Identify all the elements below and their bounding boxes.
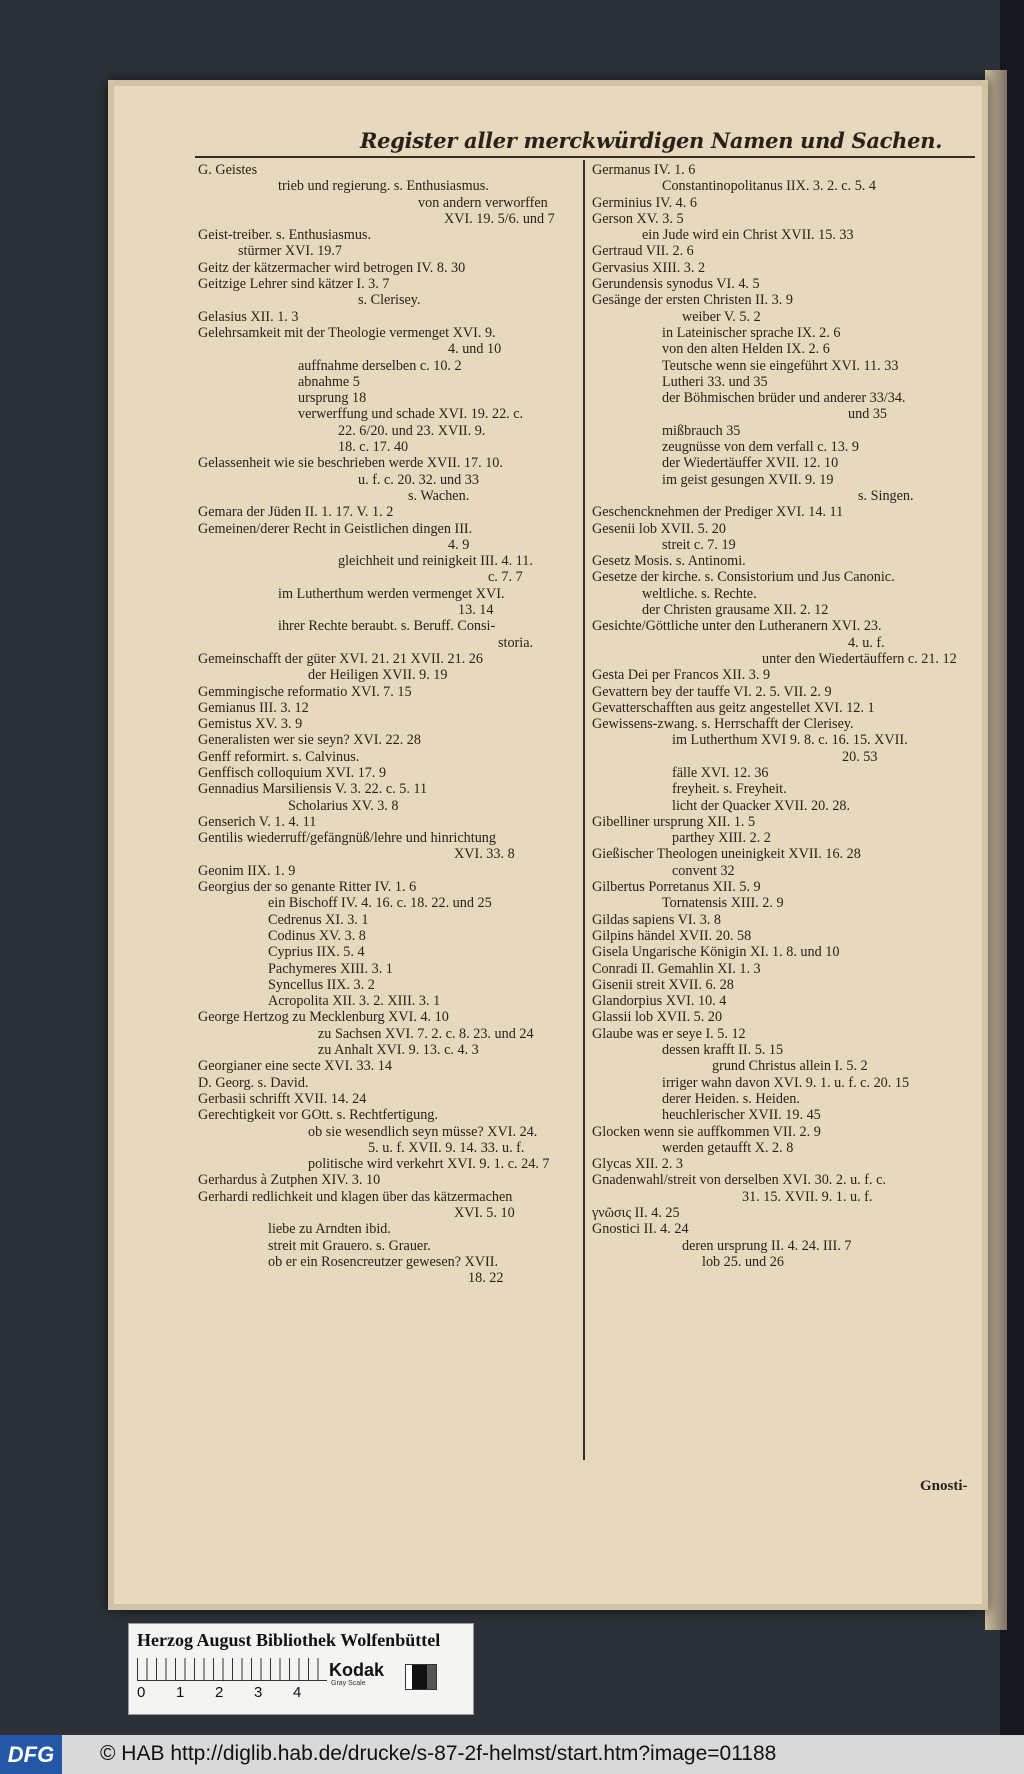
- index-entry: freyheit. s. Freyheit.: [672, 781, 787, 798]
- index-entry: weiber V. 5. 2: [682, 308, 761, 325]
- index-entry: G. Geistes: [198, 162, 258, 178]
- index-entry: der Heiligen XVII. 9. 19: [308, 667, 448, 684]
- index-entry: Gerhardus à Zutphen XIV. 3. 10: [198, 1172, 381, 1189]
- index-entry: Gennadius Marsiliensis V. 3. 22. c. 5. 11: [198, 781, 428, 798]
- index-entry: streit c. 7. 19: [662, 536, 736, 553]
- index-entry: ein Jude wird ein Christ XVII. 15. 33: [642, 227, 854, 244]
- index-entry: irriger wahn davon XVI. 9. 1. u. f. c. 20. 15: [662, 1074, 910, 1091]
- index-entry: Pachymeres XIII. 3. 1: [268, 960, 393, 977]
- ruler-ticks: [137, 1658, 327, 1681]
- index-entry: Gerechtigkeit vor GOtt. s. Rechtfertigung.: [198, 1107, 438, 1124]
- ruler-number: 2: [215, 1684, 224, 1701]
- index-entry: zu Anhalt XVI. 9. 13. c. 4. 3: [318, 1042, 479, 1059]
- index-entry: 4. 9: [448, 536, 470, 553]
- kodak-brand: Kodak: [329, 1660, 385, 1680]
- index-entry: 5. u. f. XVII. 9. 14. 33. u. f.: [368, 1139, 525, 1156]
- dfg-logo[interactable]: DFG: [0, 1735, 62, 1774]
- index-entry: Gesenii lob XVII. 5. 20: [592, 520, 726, 537]
- index-entry: Generalisten wer sie seyn? XVI. 22. 28: [198, 732, 421, 749]
- kodak-subtitle: Gray Scale: [331, 1680, 366, 1687]
- index-entry: Cyprius IIX. 5. 4: [268, 944, 365, 961]
- index-entry: c. 7. 7: [488, 569, 523, 586]
- index-entry: Genff reformirt. s. Calvinus.: [198, 748, 360, 765]
- index-entry: 22. 6/20. und 23. XVII. 9.: [338, 422, 486, 439]
- index-entry: lob 25. und 26: [702, 1253, 784, 1270]
- index-entry: von den alten Helden IX. 2. 6: [662, 341, 830, 358]
- index-entry: weltliche. s. Rechte.: [642, 585, 757, 602]
- index-entry: grund Christus allein I. 5. 2: [712, 1058, 868, 1075]
- index-entry: Gildas sapiens VI. 3. 8: [592, 911, 721, 928]
- index-entry: abnahme 5: [298, 373, 360, 390]
- catchword: Gnosti-: [920, 1478, 968, 1494]
- ruler-number: 0: [137, 1684, 146, 1701]
- index-entry: deren ursprung II. 4. 24. III. 7: [682, 1237, 852, 1254]
- index-entry: Gemmingische reformatio XVI. 7. 15: [198, 683, 412, 700]
- index-entry: Gemeinen/derer Recht in Geistlichen dingen III.: [198, 520, 473, 537]
- index-entry: Gerson XV. 3. 5: [592, 210, 684, 227]
- index-entry: Gesetze der kirche. s. Consistorium und Jus Canonic.: [592, 569, 895, 586]
- index-entry: Gemara der Jüden II. 1. 17. V. 1. 2: [198, 504, 394, 521]
- index-entry: stürmer XVI. 19.7: [238, 243, 343, 260]
- index-entry: Acropolita XII. 3. 2. XIII. 3. 1: [268, 993, 441, 1010]
- index-entry: XVI. 33. 8: [454, 846, 515, 863]
- index-entry: Gervasius XIII. 3. 2: [592, 259, 706, 276]
- index-entry: zeugnüsse von dem verfall c. 13. 9: [662, 439, 859, 456]
- index-entry: liebe zu Arndten ibid.: [268, 1221, 391, 1238]
- index-entry: Glycas XII. 2. 3: [592, 1156, 684, 1173]
- index-entry: der Böhmischen brüder und anderer 33/34.: [662, 390, 906, 407]
- index-entry: ein Bischoff IV. 4. 16. c. 18. 22. und 25: [268, 895, 492, 912]
- index-entry: im Lutherthum werden vermenget XVI.: [278, 585, 505, 602]
- index-entry: derer Heiden. s. Heiden.: [662, 1090, 800, 1107]
- index-entry: Geonim IIX. 1. 9: [198, 862, 296, 879]
- index-entry: Glaube was er seye I. 5. 12: [592, 1025, 746, 1042]
- index-entry: s. Wachen.: [408, 487, 470, 504]
- index-entry: storia.: [498, 634, 534, 651]
- index-entry: Constantinopolitanus IIX. 3. 2. c. 5. 4: [662, 178, 876, 195]
- index-entry: Geschencknehmen der Prediger XVI. 14. 11: [592, 504, 844, 521]
- index-entry: im Lutherthum XVI 9. 8. c. 16. 15. XVII.: [672, 732, 908, 749]
- index-entry: politische wird verkehrt XVI. 9. 1. c. 24. 7: [308, 1156, 550, 1173]
- index-entry: Gießischer Theologen uneinigkeit XVII. 16. 28: [592, 846, 861, 863]
- left-column: [198, 162, 580, 1286]
- index-entry: D. Georg. s. David.: [198, 1074, 309, 1091]
- index-entry: Gibelliner ursprung XII. 1. 5: [592, 813, 756, 830]
- index-entry: ob sie wesendlich seyn müsse? XVI. 24.: [308, 1123, 538, 1140]
- index-entry: Conradi II. Gemahlin XI. 1. 3: [592, 960, 761, 977]
- index-entry: Gesänge der ersten Christen II. 3. 9: [592, 292, 793, 309]
- index-entry: Scholarius XV. 3. 8: [288, 797, 399, 814]
- index-entry: 4. u. f.: [848, 634, 885, 651]
- index-entry: Syncellus IIX. 3. 2: [268, 976, 375, 993]
- index-entry: Gevattern bey der tauffe VI. 2. 5. VII. 2. 9: [592, 683, 832, 700]
- index-entry: Germanus IV. 1. 6: [592, 162, 696, 178]
- index-entry: 20. 53: [842, 748, 878, 765]
- index-entry: Lutheri 33. und 35: [662, 373, 768, 390]
- index-entry: gleichheit und reinigkeit III. 4. 11.: [338, 553, 533, 570]
- index-entry: 13. 14: [458, 602, 494, 619]
- index-entry: ursprung 18: [298, 390, 367, 407]
- index-entry: s. Singen.: [858, 487, 914, 504]
- index-entry: Gevatterschafften aus geitz angestellet XVI. 12. 1: [592, 699, 875, 716]
- index-entry: fälle XVI. 12. 36: [672, 764, 769, 781]
- index-entry: Glandorpius XVI. 10. 4: [592, 993, 727, 1010]
- index-entry: Germinius IV. 4. 6: [592, 194, 697, 211]
- index-entry: Gentilis wiederruff/gefängnüß/lehre und hinrichtung: [198, 830, 496, 847]
- index-entry: ihrer Rechte beraubt. s. Beruff. Consi-: [278, 618, 496, 635]
- index-entry: Cedrenus XI. 3. 1: [268, 911, 369, 928]
- index-entry: Gelasius XII. 1. 3: [198, 308, 299, 325]
- index-entry: Gemeinschafft der güter XVI. 21. 21 XVII. 21. 26: [198, 650, 483, 667]
- ruler-number: 4: [293, 1684, 302, 1701]
- index-entry: Codinus XV. 3. 8: [268, 927, 366, 944]
- column-rule: [583, 160, 585, 1460]
- index-entry: 4. und 10: [448, 341, 502, 358]
- index-entry: Gnostici II. 4. 24: [592, 1221, 689, 1238]
- index-entry: werden getaufft X. 2. 8: [662, 1139, 794, 1156]
- index-entry: Glassii lob XVII. 5. 20: [592, 1009, 723, 1026]
- index-entry: Gemistus XV. 3. 9: [198, 716, 303, 733]
- index-entry: Gertraud VII. 2. 6: [592, 243, 694, 260]
- right-column: [592, 162, 980, 1270]
- index-entry: und 35: [848, 406, 888, 423]
- index-entry: Glocken wenn sie auffkommen VII. 2. 9: [592, 1123, 821, 1140]
- index-entry: Gisenii streit XVII. 6. 28: [592, 976, 734, 993]
- index-entry: trieb und regierung. s. Enthusiasmus.: [278, 178, 489, 195]
- book-spine: [985, 70, 1007, 1630]
- index-entry: ob er ein Rosencreutzer gewesen? XVII.: [268, 1253, 499, 1270]
- ruler-number: 3: [254, 1684, 263, 1701]
- index-entry: Georgius der so genante Ritter IV. 1. 6: [198, 879, 417, 896]
- index-entry: Gilbertus Porretanus XII. 5. 9: [592, 879, 761, 896]
- index-entry: Gesta Dei per Francos XII. 3. 9: [592, 667, 771, 684]
- index-entry: convent 32: [672, 862, 735, 879]
- index-entry: Gesetz Mosis. s. Antinomi.: [592, 553, 746, 570]
- index-entry: Genffisch colloquium XVI. 17. 9: [198, 764, 387, 781]
- index-entry: zu Sachsen XVI. 7. 2. c. 8. 23. und 24: [318, 1025, 534, 1042]
- index-entry: s. Clerisey.: [358, 292, 421, 309]
- index-entry: der Christen grausame XII. 2. 12: [642, 602, 829, 619]
- index-entry: Georgianer eine secte XVI. 33. 14: [198, 1058, 392, 1075]
- copyright-link[interactable]: © HAB http://diglib.hab.de/drucke/s-87-2f-helmst/start.htm?image=01188: [100, 1742, 777, 1765]
- index-entry: 31. 15. XVII. 9. 1. u. f.: [742, 1188, 873, 1205]
- index-entry: heuchlerischer XVII. 19. 45: [662, 1107, 821, 1124]
- index-entry: Gewissens-zwang. s. Herrschafft der Clerisey.: [592, 716, 854, 733]
- index-entry: auffnahme derselben c. 10. 2: [298, 357, 462, 374]
- index-entry: unter den Wiedertäuffern c. 21. 12: [762, 650, 957, 667]
- index-entry: im geist gesungen XVII. 9. 19: [662, 471, 834, 488]
- index-entry: Gelassenheit wie sie beschrieben werde XVII. 17. 10.: [198, 455, 503, 472]
- index-entry: Gnadenwahl/streit von derselben XVI. 30. 2. u. f. c.: [592, 1172, 886, 1189]
- header-rule: [195, 156, 975, 158]
- index-entry: Gerbasii schrifft XVII. 14. 24: [198, 1090, 367, 1107]
- index-entry: Genserich V. 1. 4. 11: [198, 813, 317, 830]
- index-entry: Gisela Ungarische Königin XI. 1. 8. und 10: [592, 944, 840, 961]
- index-entry: Gerundensis synodus VI. 4. 5: [592, 276, 760, 293]
- index-entry: XVI. 19. 5/6. und 7: [444, 210, 555, 227]
- index-entry: XVI. 5. 10: [454, 1205, 515, 1221]
- index-entry: Geitz der kätzermacher wird betrogen IV. 8. 30: [198, 259, 466, 276]
- index-entry: 18. c. 17. 40: [338, 439, 409, 456]
- index-entry: parthey XIII. 2. 2: [672, 830, 771, 847]
- index-entry: Teutsche wenn sie eingeführt XVI. 11. 33: [662, 357, 899, 374]
- index-entry: der Wiedertäuffer XVII. 12. 10: [662, 455, 839, 472]
- index-entry: licht der Quacker XVII. 20. 28.: [672, 797, 851, 814]
- index-entry: Gesichte/Göttliche unter den Lutheranern XVI. 23.: [592, 618, 882, 635]
- color-scale-ruler: [128, 1623, 474, 1715]
- index-entry: Gerhardi redlichkeit und klagen über das kätzermachen: [198, 1188, 513, 1205]
- ruler-title: Herzog August Bibliothek Wolfenbüttel: [137, 1630, 441, 1650]
- index-entry: streit mit Grauero. s. Grauer.: [268, 1237, 431, 1254]
- index-entry: Geist-treiber. s. Enthusiasmus.: [198, 227, 371, 244]
- running-head: Register aller merckwürdigen Namen und Sachen.: [360, 128, 943, 153]
- gray-scale-patch: [405, 1664, 437, 1690]
- index-entry: verwerffung und schade XVI. 19. 22. c.: [298, 406, 524, 423]
- index-entry: Gelehrsamkeit mit der Theologie vermenget XVI. 9.: [198, 324, 496, 341]
- index-entry: γνῶσις II. 4. 25: [592, 1205, 680, 1221]
- index-entry: Gemianus III. 3. 12: [198, 699, 309, 716]
- index-entry: mißbrauch 35: [662, 422, 741, 439]
- index-entry: Geitzige Lehrer sind kätzer I. 3. 7: [198, 276, 390, 293]
- index-entry: dessen krafft II. 5. 15: [662, 1042, 784, 1059]
- ruler-number: 1: [176, 1684, 185, 1701]
- index-entry: Tornatensis XIII. 2. 9: [662, 895, 784, 912]
- index-entry: u. f. c. 20. 32. und 33: [358, 471, 479, 488]
- index-entry: von andern verworffen: [418, 194, 548, 211]
- index-entry: in Lateinischer sprache IX. 2. 6: [662, 324, 841, 341]
- index-entry: George Hertzog zu Mecklenburg XVI. 4. 10: [198, 1009, 449, 1026]
- index-entry: 18. 22: [468, 1270, 504, 1287]
- index-entry: Gilpins händel XVII. 20. 58: [592, 927, 752, 944]
